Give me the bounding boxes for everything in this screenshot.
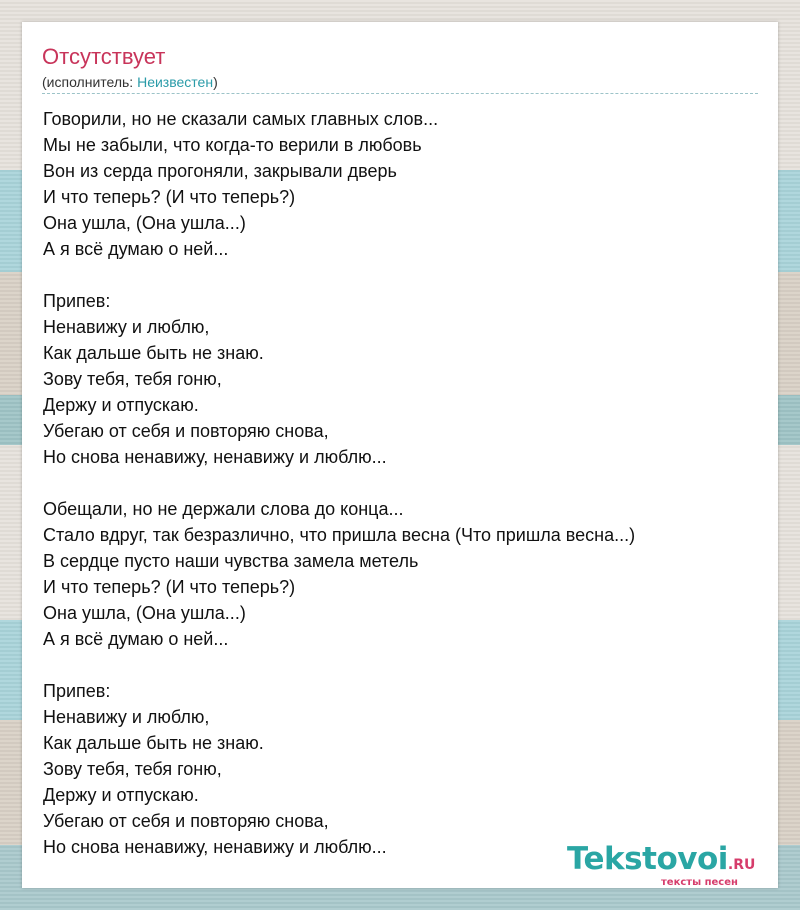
lyric-line: Стало вдруг, так безразлично, что пришла весна (Что пришла весна...) xyxy=(43,525,636,545)
lyrics-body xyxy=(43,106,758,860)
lyric-line: А я всё думаю о ней... xyxy=(43,239,229,259)
lyric-line: И что теперь? (И что теперь?) xyxy=(43,577,296,597)
lyric-line: Держу и отпускаю. xyxy=(43,785,199,805)
verse-1 xyxy=(43,106,758,262)
lyric-line: Держу и отпускаю. xyxy=(43,395,199,415)
lyric-line: Но снова ненавижу, ненавижу и люблю... xyxy=(43,837,387,857)
song-title: Отсутствует xyxy=(42,44,166,69)
lyric-line: И что теперь? (И что теперь?) xyxy=(43,187,296,207)
chorus-label: Припев: xyxy=(43,681,111,701)
lyric-line: Ненавижу и люблю, xyxy=(43,317,210,337)
logo-name: Tekstovoi xyxy=(567,841,728,877)
site-logo[interactable] xyxy=(567,841,756,888)
verse-2 xyxy=(43,496,758,652)
artist-link[interactable]: Неизвестен xyxy=(137,74,214,90)
lyrics-card xyxy=(22,22,778,888)
chorus-2 xyxy=(43,678,758,860)
chorus-1 xyxy=(43,288,758,470)
lyric-line: Ненавижу и люблю, xyxy=(43,707,210,727)
logo-tagline: тексты песен xyxy=(661,877,738,888)
stanza-gap xyxy=(43,470,758,496)
lyric-line: Зову тебя, тебя гоню, xyxy=(43,369,222,389)
lyric-line: Говорили, но не сказали самых главных слов... xyxy=(43,109,439,129)
lyric-line: Как дальше быть не знаю. xyxy=(43,343,264,363)
lyric-line: Она ушла, (Она ушла...) xyxy=(43,213,246,233)
lyric-line: Но снова ненавижу, ненавижу и люблю... xyxy=(43,447,387,467)
lyric-line: Мы не забыли, что когда-то верили в любовь xyxy=(43,135,422,155)
lyric-line: Обещали, но не держали слова до конца... xyxy=(43,499,404,519)
artist-prefix: (исполнитель: xyxy=(42,74,138,90)
stanza-gap xyxy=(43,652,758,678)
artist-suffix: ) xyxy=(213,74,218,90)
lyric-line: Вон из серда прогоняли, закрывали дверь xyxy=(43,161,397,181)
lyric-line: В сердце пусто наши чувства замела метель xyxy=(43,551,419,571)
chorus-label: Припев: xyxy=(43,291,111,311)
artist-line xyxy=(42,73,758,94)
lyric-line: А я всё думаю о ней... xyxy=(43,629,229,649)
lyric-line: Она ушла, (Она ушла...) xyxy=(43,603,246,623)
logo-tld: .RU xyxy=(727,857,756,873)
stanza-gap xyxy=(43,262,758,288)
lyric-line: Убегаю от себя и повторяю снова, xyxy=(43,811,329,831)
lyric-line: Убегаю от себя и повторяю снова, xyxy=(43,421,329,441)
lyric-line: Как дальше быть не знаю. xyxy=(43,733,264,753)
lyric-line: Зову тебя, тебя гоню, xyxy=(43,759,222,779)
